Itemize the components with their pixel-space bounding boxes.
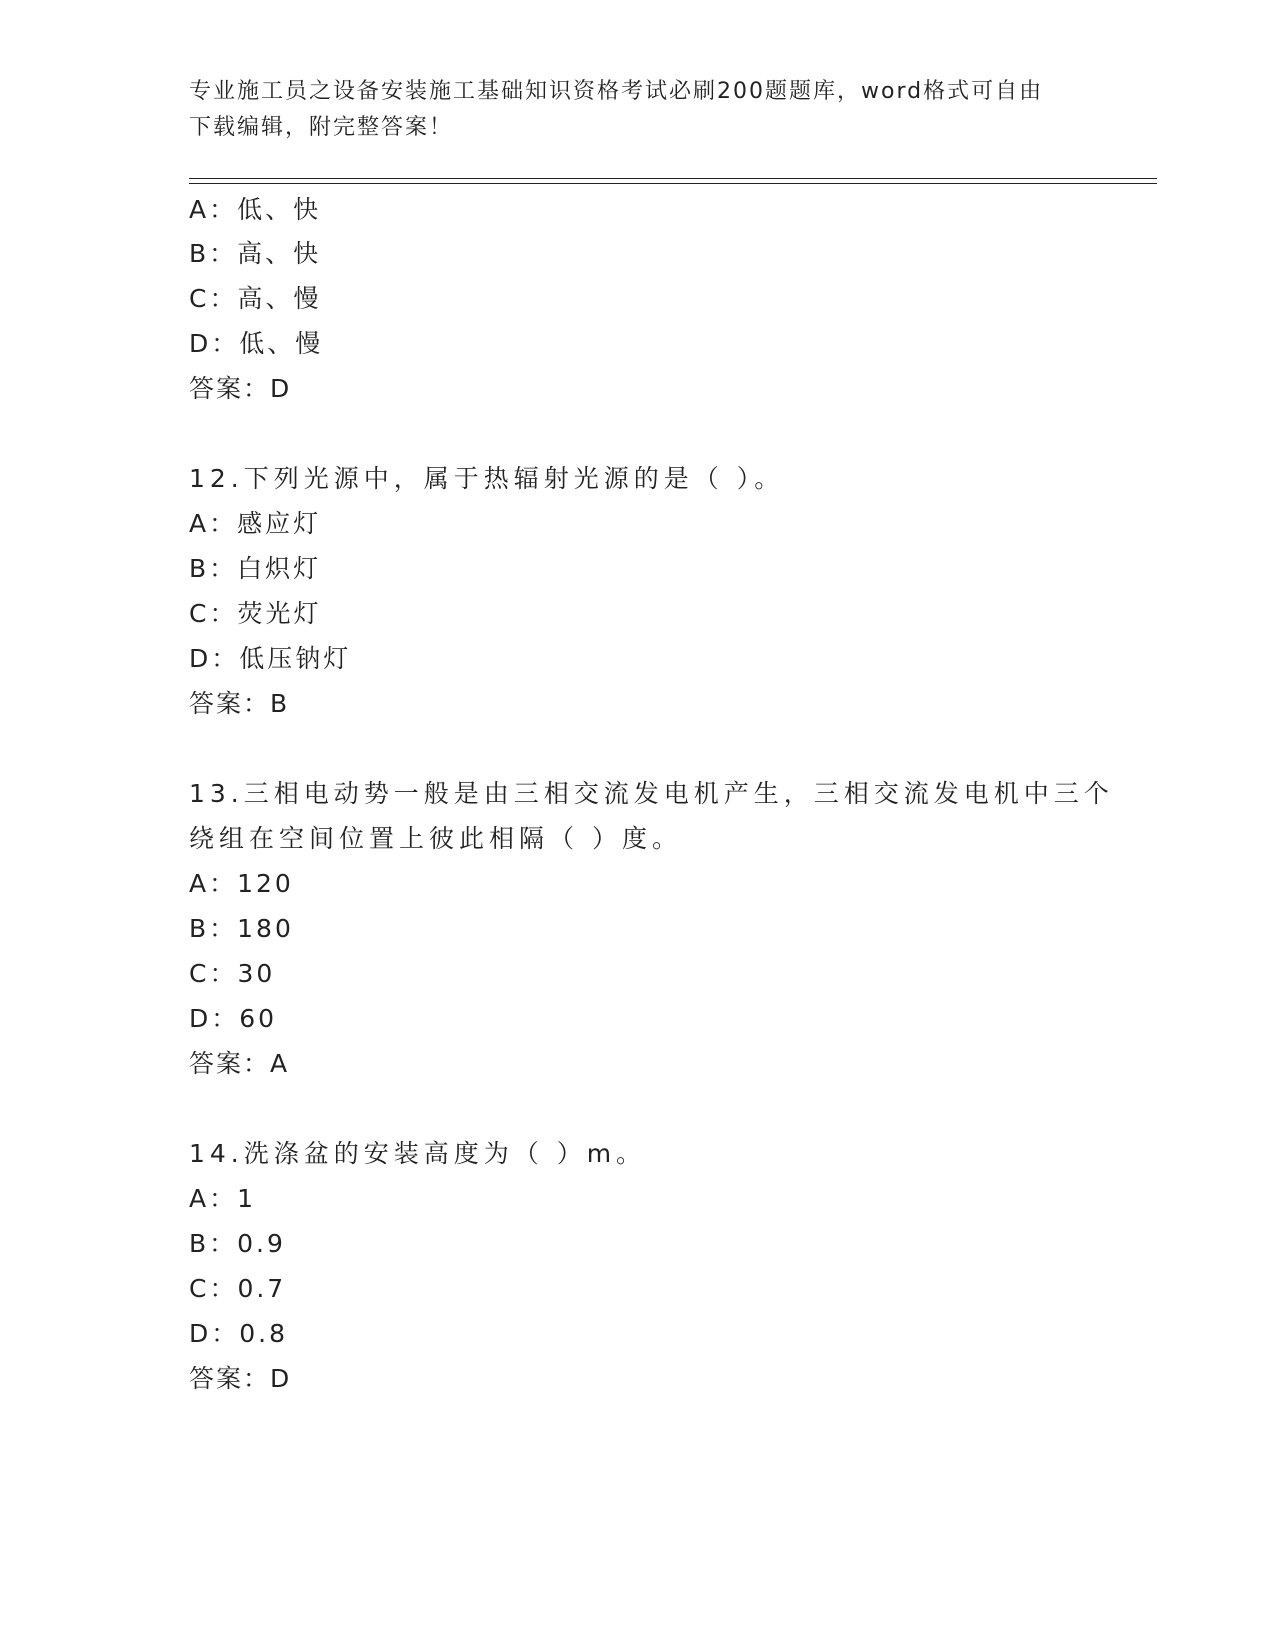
document-header bbox=[189, 74, 1089, 146]
q11-option-b: B：高、快 bbox=[189, 239, 322, 268]
q13-option-b: B：180 bbox=[189, 914, 294, 943]
q14-option-c: C：0.7 bbox=[189, 1274, 287, 1303]
q14-option-a: A：1 bbox=[189, 1184, 257, 1213]
header-divider-top bbox=[189, 178, 1157, 179]
q13-answer: 答案：A bbox=[189, 1049, 290, 1078]
q12-option-d: D：低压钠灯 bbox=[189, 644, 352, 673]
q12-option-c: C：荧光灯 bbox=[189, 599, 322, 628]
q14-option-d: D：0.8 bbox=[189, 1319, 289, 1348]
q14-option-b: B：0.9 bbox=[189, 1229, 286, 1258]
q13-stem-line-2: 绕组在空间位置上彼此相隔（ ）度。 bbox=[189, 824, 682, 853]
q11-option-c: C：高、慢 bbox=[189, 284, 322, 313]
q11-option-a: A：低、快 bbox=[189, 195, 322, 224]
q12-option-b: B：白炽灯 bbox=[189, 554, 322, 583]
q13-option-a: A：120 bbox=[189, 869, 294, 898]
q13-option-d: D：60 bbox=[189, 1004, 278, 1033]
q14-answer: 答案：D bbox=[189, 1364, 292, 1393]
q12-option-a: A：感应灯 bbox=[189, 509, 322, 538]
q12-answer: 答案：B bbox=[189, 689, 290, 718]
q11-answer: 答案：D bbox=[189, 374, 292, 403]
header-line-1: 专业施工员之设备安装施工基础知识资格考试必刷200题题库，word格式可自由 bbox=[189, 79, 1044, 104]
q12-stem: 12.下列光源中，属于热辐射光源的是（ ）。 bbox=[189, 464, 785, 493]
q13-stem-line-1: 13.三相电动势一般是由三相交流发电机产生，三相交流发电机中三个 bbox=[189, 779, 1114, 808]
q11-option-d: D：低、慢 bbox=[189, 329, 324, 358]
q14-stem: 14.洗涤盆的安装高度为（ ）m。 bbox=[189, 1139, 647, 1168]
header-divider-bottom bbox=[189, 183, 1157, 184]
header-line-2: 下载编辑，附完整答案！ bbox=[189, 115, 454, 140]
q13-option-c: C：30 bbox=[189, 959, 276, 988]
